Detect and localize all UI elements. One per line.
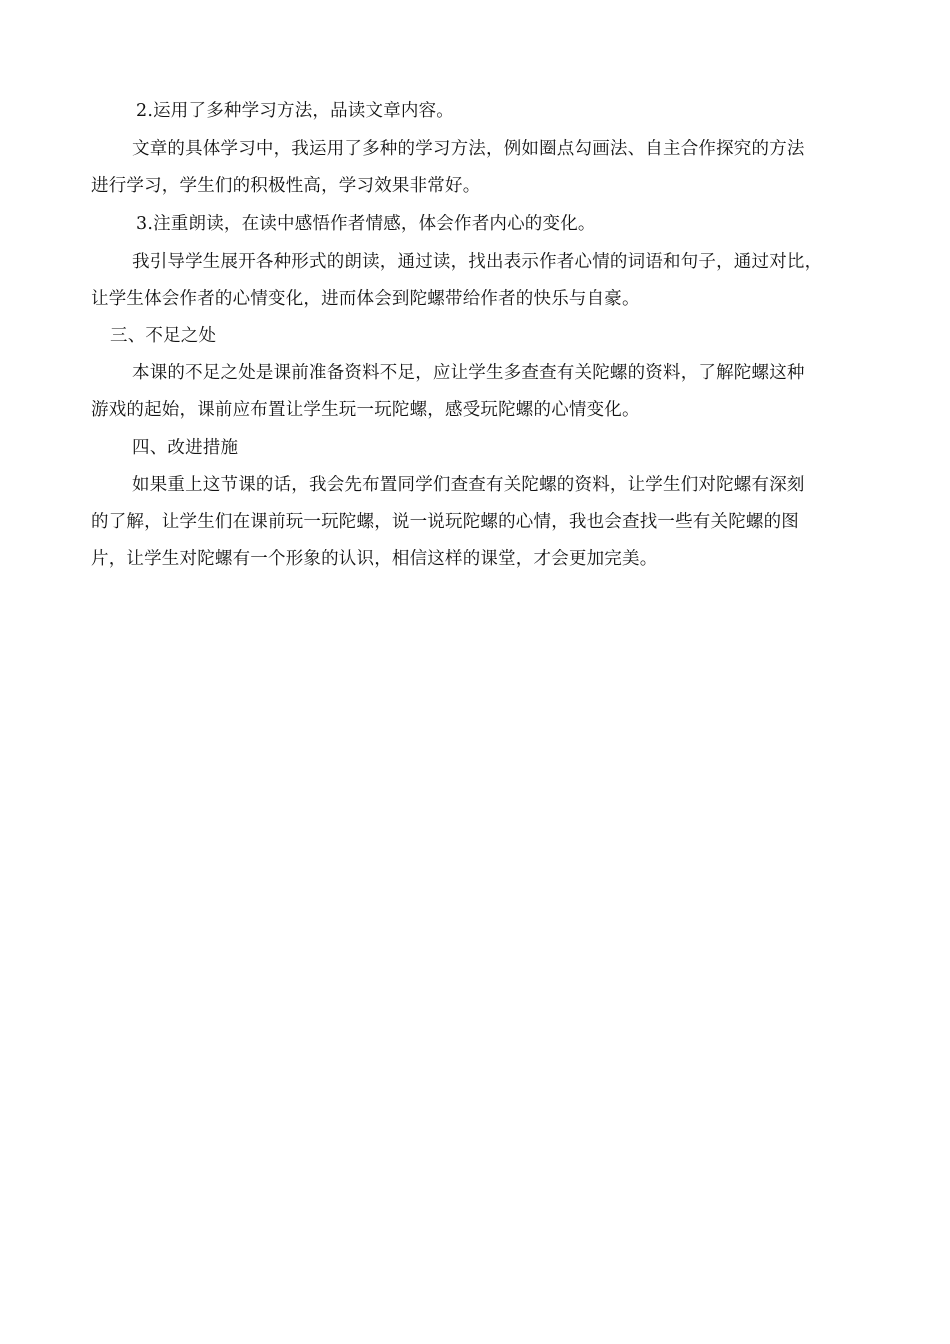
section-heading-shortcomings: 三、不足之处 <box>110 326 217 346</box>
paragraph-line: 游戏的起始，课前应布置让学生玩一玩陀螺，感受玩陀螺的心情变化。 <box>91 400 640 420</box>
section-heading-improvements: 四、改进措施 <box>132 438 239 458</box>
subheading-method: 2.运用了多种学习方法，品读文章内容。 <box>136 101 454 121</box>
paragraph-line: 的了解，让学生们在课前玩一玩陀螺，说一说玩陀螺的心情，我也会查找一些有关陀螺的图 <box>91 512 799 532</box>
paragraph-line: 如果重上这节课的话，我会先布置同学们查查有关陀螺的资料，让学生们对陀螺有深刻 <box>132 475 805 495</box>
paragraph-line: 文章的具体学习中，我运用了多种的学习方法，例如圈点勾画法、自主合作探究的方法 <box>132 139 805 159</box>
paragraph-line: 让学生体会作者的心情变化，进而体会到陀螺带给作者的快乐与自豪。 <box>91 289 640 309</box>
paragraph-line: 本课的不足之处是课前准备资料不足，应让学生多查查有关陀螺的资料，了解陀螺这种 <box>132 363 805 383</box>
paragraph-line: 片，让学生对陀螺有一个形象的认识，相信这样的课堂，才会更加完美。 <box>91 549 658 569</box>
paragraph-line: 我引导学生展开各种形式的朗读，通过读，找出表示作者心情的词语和句子，通过对比， <box>132 252 823 272</box>
paragraph-line: 进行学习，学生们的积极性高，学习效果非常好。 <box>91 176 481 196</box>
subheading-reading: 3.注重朗读，在读中感悟作者情感，体会作者内心的变化。 <box>136 214 596 234</box>
